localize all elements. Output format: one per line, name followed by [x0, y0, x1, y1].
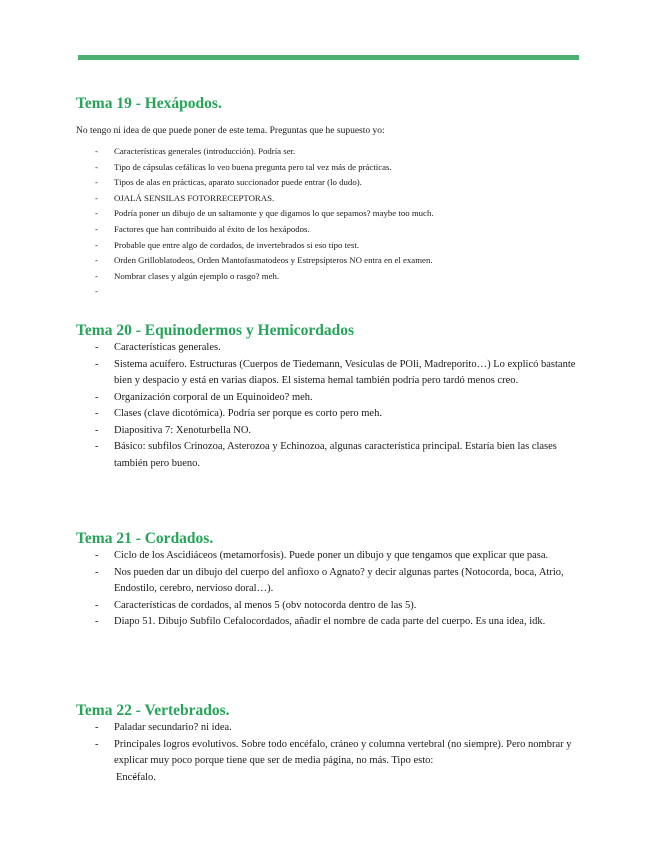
- list-item: - Orden Grilloblatodeos, Orden Mantofasmatodeos y Estrepsípteros NO entra en el examen.: [76, 253, 580, 269]
- bullet-list: [76, 720, 580, 770]
- list-item: - Organización corporal de un Equinoideo? meh.: [76, 390, 580, 407]
- list-item: - Tipo de cápsulas cefálicas lo veo buena pregunta pero tal vez más de prácticas.: [76, 160, 580, 176]
- list-item: - Probable que entre algo de cordados, de invertebrados si eso tipo test.: [76, 238, 580, 254]
- sub-bullet-list: [76, 770, 580, 787]
- bullet-list: [76, 548, 580, 631]
- section-heading: Tema 22 - Vertebrados.: [76, 702, 230, 719]
- section-tema-20: [76, 322, 580, 472]
- bullet-list: [76, 340, 580, 472]
- section-tema-21: [76, 530, 580, 631]
- list-item: - Ciclo de los Ascidiáceos (metamorfosis). Puede poner un dibujo y que tengamos que explicar que pasa.: [76, 548, 580, 565]
- list-item: - Sistema acuífero. Estructuras (Cuerpos de Tiedemann, Vesículas de POli, Madreporito…) Lo explicó bastante bien y despacio y está en varias diapos. El sistema hemal también podría pero tardó menos creo.: [76, 357, 580, 390]
- section-tema-22: [76, 702, 580, 786]
- section-heading: Tema 20 - Equinodermos y Hemicordados: [76, 322, 355, 339]
- list-item: - Básico: subfilos Crinozoa, Asterozoa y Echinozoa, algunas característica principal. Estaría bien las clases también pero bueno.: [76, 439, 580, 472]
- bullet-list: [76, 144, 580, 300]
- section-heading: Tema 19 - Hexápodos.: [76, 95, 222, 112]
- list-item: - Factores que han contribuido al éxito de los hexápodos.: [76, 222, 580, 238]
- list-item: - Paladar secundario? ni idea.: [76, 720, 580, 737]
- list-item: - Nombrar clases y algún ejemplo o rasgo? meh.: [76, 269, 580, 285]
- list-item: - OJALÁ SENSILAS FOTORRECEPTORAS.: [76, 191, 580, 207]
- list-item: - Clases (clave dicotómica). Podría ser porque es corto pero meh.: [76, 406, 580, 423]
- section-intro: No tengo ni idea de que puede poner de este tema. Preguntas que he supuesto yo:: [76, 126, 385, 136]
- list-item: - Principales logros evolutivos. Sobre todo encéfalo, cráneo y columna vertebral (no siempre). Pero nombrar y explicar muy poco porque tiene que ser de media página, no más. Tipo esto:: [76, 737, 580, 770]
- list-item: - Características generales.: [76, 340, 580, 357]
- list-item: - Nos pueden dar un dibujo del cuerpo del anfioxo o Agnato? y decir algunas partes (Notocorda, boca, Atrio, Endostilo, cerebro, nervioso doral…).: [76, 565, 580, 598]
- list-item: - Podría poner un dibujo de un saltamonte y que digamos lo que sepamos? maybe too much.: [76, 206, 580, 222]
- list-item: - Diapo 51. Dibujo Subfilo Cefalocordados, añadir el nombre de cada parte del cuerpo. Es una idea, idk.: [76, 614, 580, 631]
- list-item: - Características generales (introducción). Podría ser.: [76, 144, 580, 160]
- list-item: - Diapositiva 7: Xenoturbella NO.: [76, 423, 580, 440]
- top-divider-rule: [78, 55, 579, 60]
- list-item-empty: [76, 284, 580, 300]
- list-item: - Características de cordados, al menos 5 (obv notocorda dentro de las 5).: [76, 598, 580, 615]
- section-tema-19: [76, 95, 580, 300]
- section-heading: Tema 21 - Cordados.: [76, 530, 214, 547]
- sub-list-item: - Encéfalo.: [76, 770, 580, 787]
- list-item: - Tipos de alas en prácticas, aparato succionador puede entrar (lo dudo).: [76, 175, 580, 191]
